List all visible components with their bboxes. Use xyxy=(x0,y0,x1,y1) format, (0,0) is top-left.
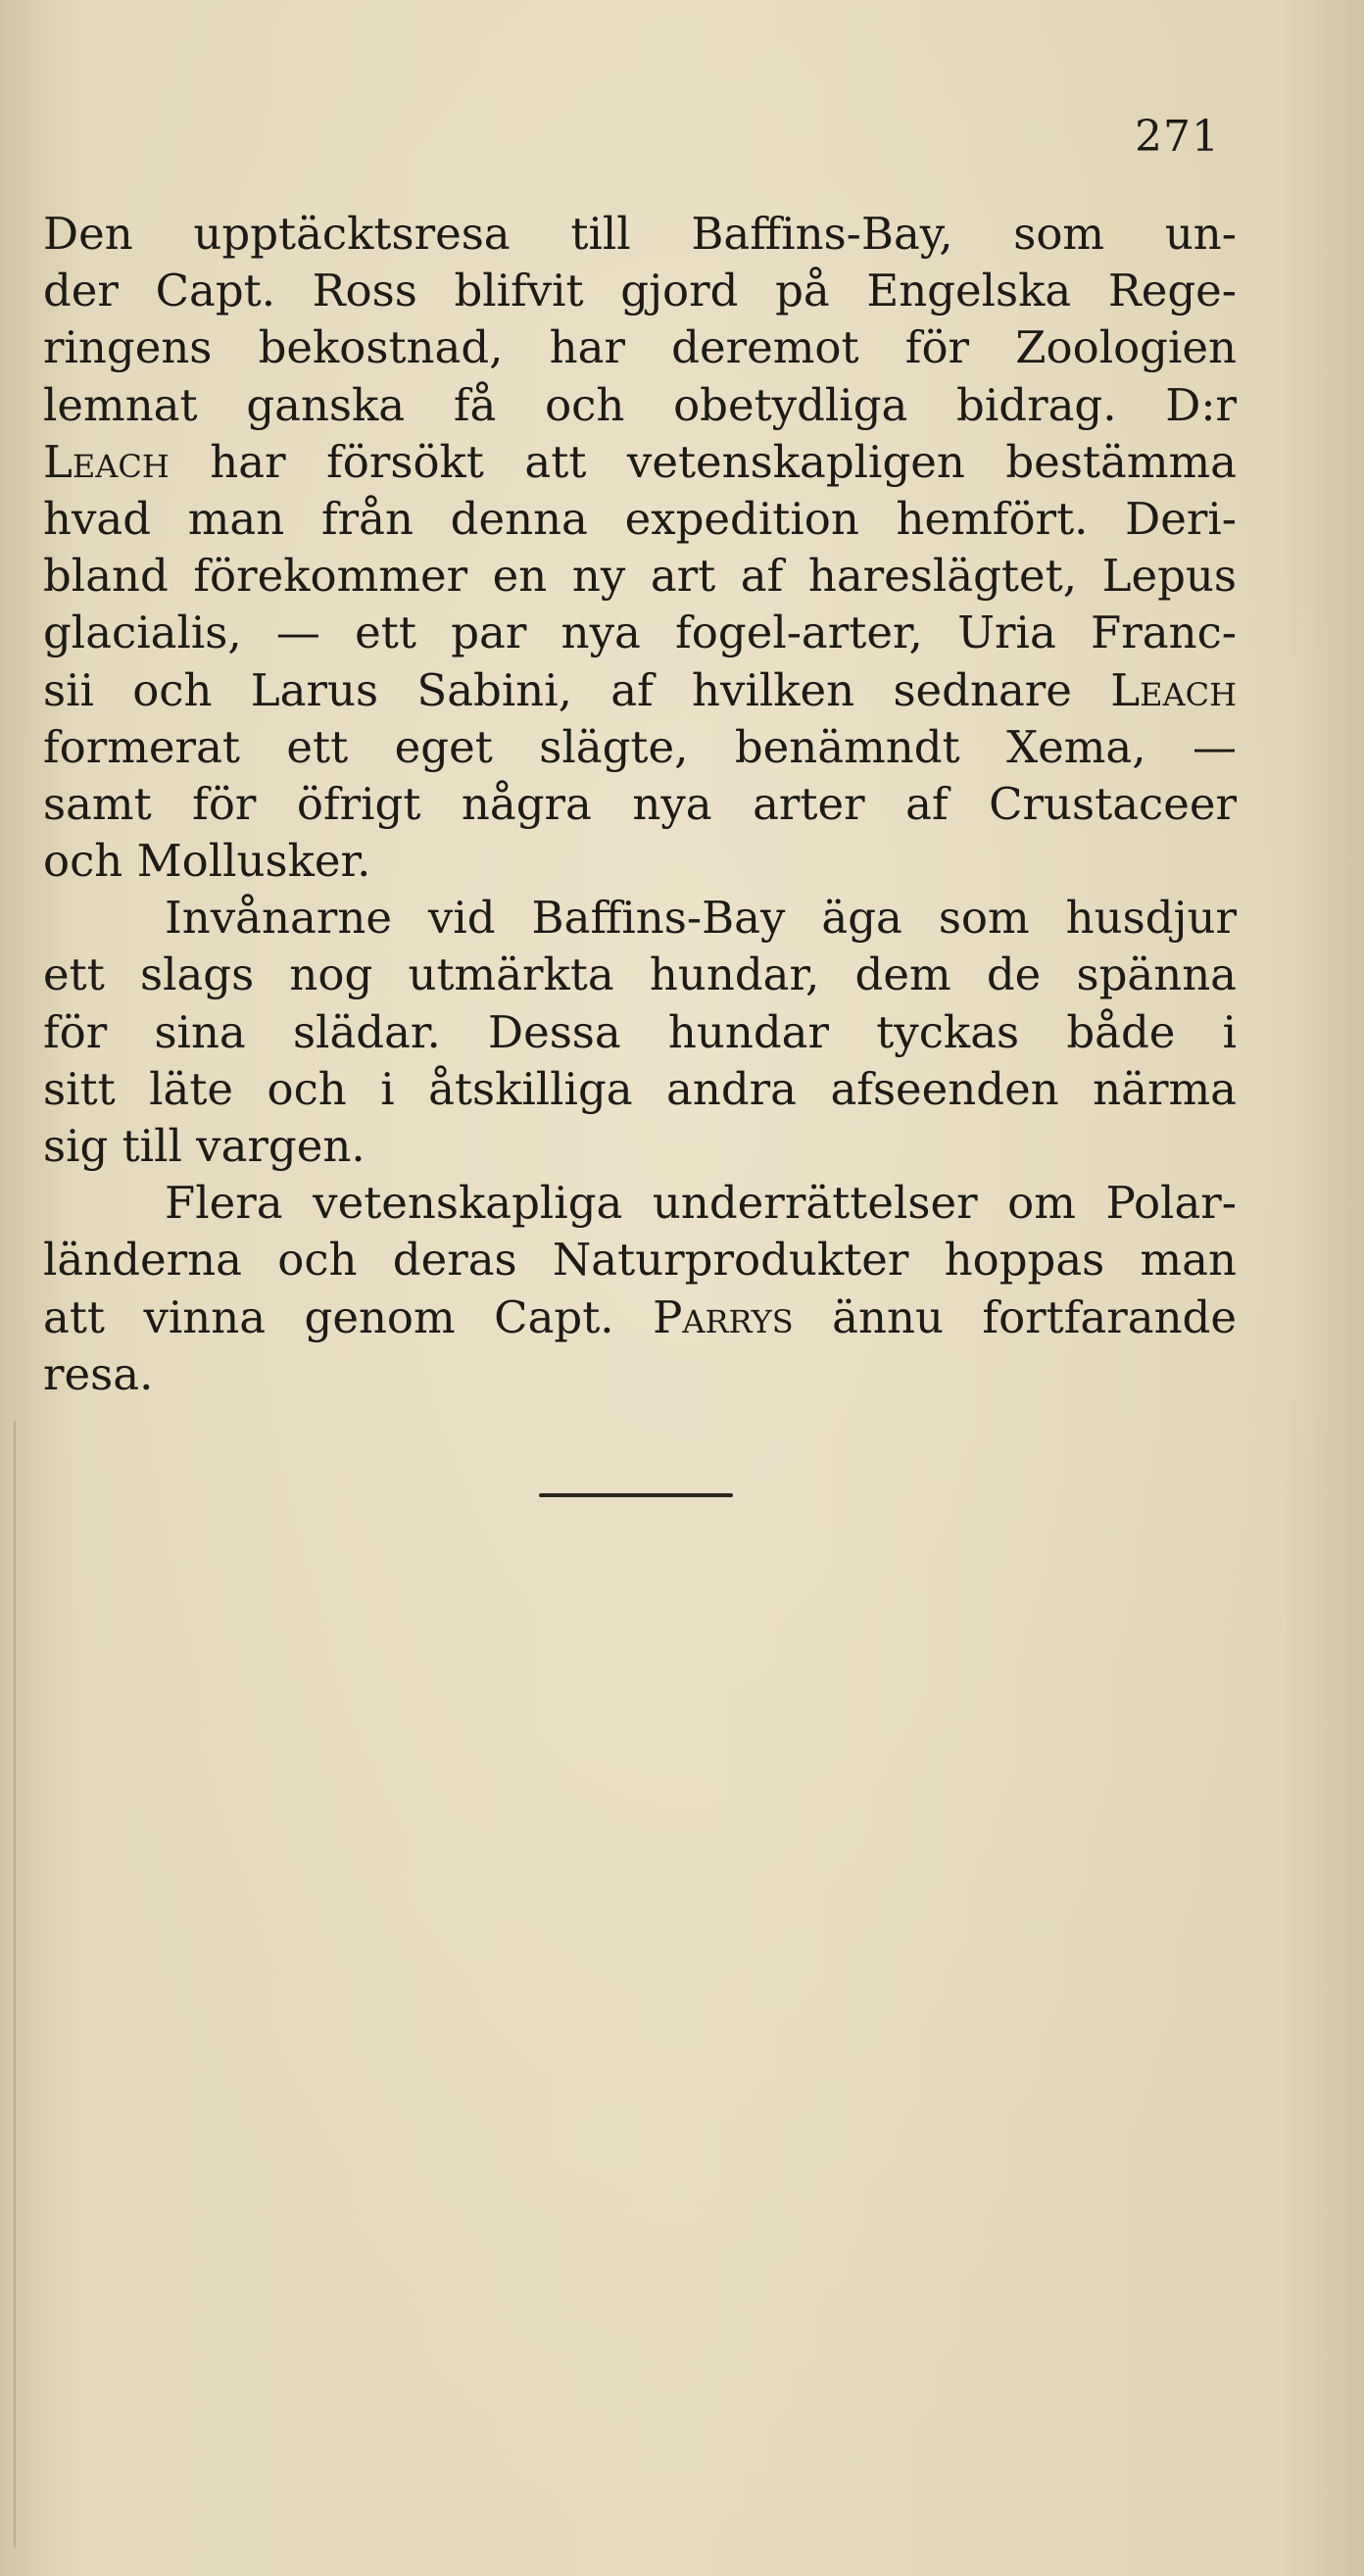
text-line: der Capt. Ross blifvit gjord på Engelska Rege- xyxy=(43,265,1237,317)
text-line: Den upptäcktsresa till Baffins-Bay, som un- xyxy=(43,208,1237,260)
text-line: Flera vetenskapliga underrättelser om Polar- xyxy=(165,1177,1237,1230)
text-line: sitt läte och i åtskilliga andra afseenden närma xyxy=(43,1062,1237,1115)
author-name: Leach xyxy=(43,435,170,488)
author-name: Leach xyxy=(1110,663,1237,716)
text-line: ringens bekostnad, har deremot för Zoologien xyxy=(43,321,1237,374)
author-name: Parrys xyxy=(653,1290,794,1343)
text-line: Invånarne vid Baffins-Bay äga som husdjur xyxy=(165,892,1237,945)
text-line: att vinna genom Capt. Parrys ännu fortfarande xyxy=(43,1290,1237,1343)
text-line: och Mollusker. xyxy=(43,835,371,888)
text-line: resa. xyxy=(43,1347,154,1400)
text-line: bland förekommer en ny art af hareslägtet, Lepus xyxy=(43,550,1237,603)
page-margin-shadow xyxy=(14,1421,16,2548)
body-text xyxy=(43,206,1237,1403)
text-line: glacialis, — ett par nya fogel-arter, Uria Franc- xyxy=(43,607,1237,659)
text-line: för sina slädar. Dessa hundar tyckas både i xyxy=(43,1005,1237,1058)
section-divider xyxy=(539,1493,733,1497)
text-line: länderna och deras Naturprodukter hoppas man xyxy=(43,1234,1237,1287)
page-number: 271 xyxy=(1135,112,1220,162)
text-line: lemnat ganska få och obetydliga bidrag. D:r xyxy=(43,378,1237,431)
text-line: sii och Larus Sabini, af hvilken sednare Leach xyxy=(43,663,1237,716)
text-line: Leach har försökt att vetenskapligen bestämma xyxy=(43,435,1237,488)
text-line: hvad man från denna expedition hemfört. Deri- xyxy=(43,492,1237,545)
text-line: sig till vargen. xyxy=(43,1120,365,1172)
text-line: samt för öfrigt några nya arter af Crustaceer xyxy=(43,777,1237,830)
text-line: formerat ett eget slägte, benämndt Xema, — xyxy=(43,720,1237,773)
text-line: ett slags nog utmärkta hundar, dem de spänna xyxy=(43,948,1237,1001)
